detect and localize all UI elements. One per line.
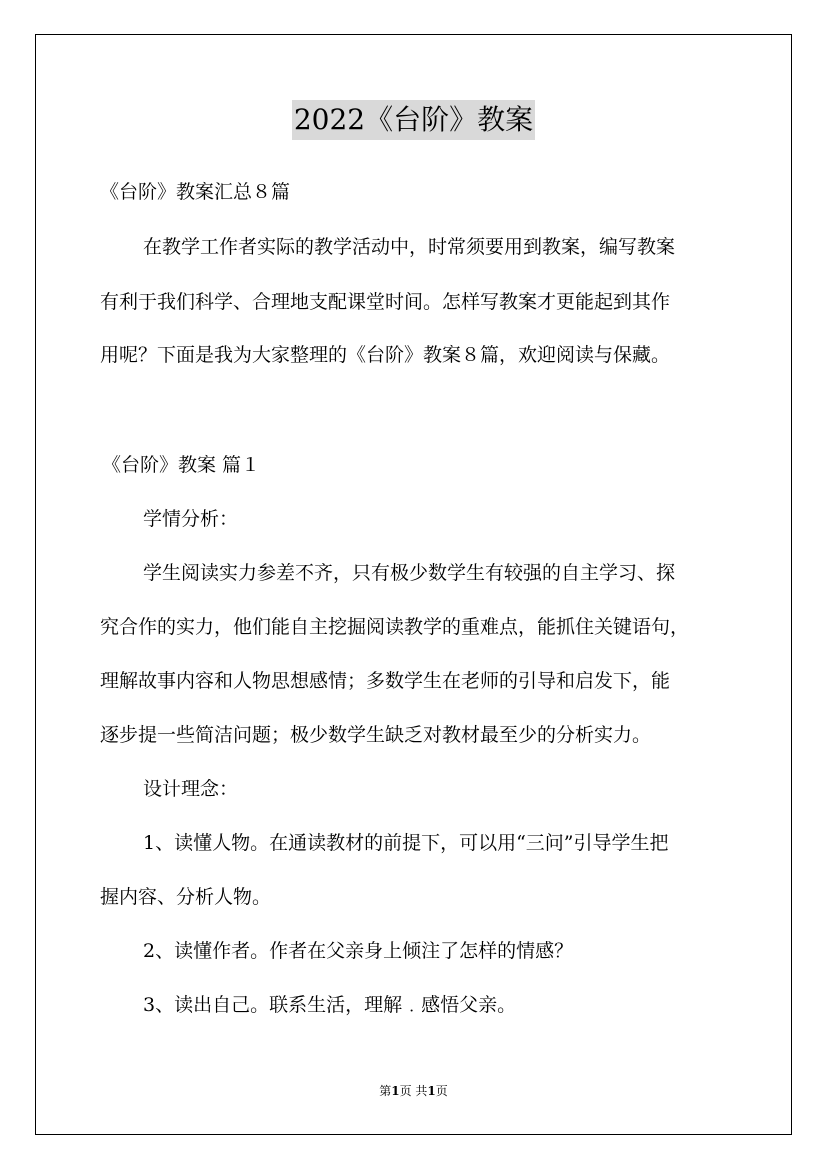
learning-analysis-line-2: 究合作的实力，他们能自主挖掘阅读教学的重难点，能抓住关键语句， [100, 616, 690, 638]
design-item-3: 3、读出自己。联系生活，理解﹒感悟父亲。 [143, 994, 517, 1016]
title-container [0, 100, 827, 140]
footer-page-number: 1 [391, 1084, 400, 1098]
learning-analysis-line-1: 学生阅读实力参差不齐，只有极少数学生有较强的自主学习、探 [143, 562, 676, 584]
intro-line-3: 用呢？下面是我为大家整理的《台阶》教案８篇，欢迎阅读与保藏。 [100, 344, 671, 366]
design-item-2: 2、读懂作者。作者在父亲身上倾注了怎样的情感？ [143, 940, 574, 962]
footer-page-suffix: 页 共 [399, 1084, 428, 1098]
design-label: 设计理念： [143, 778, 239, 800]
learning-analysis-line-4: 逐步提一些简洁问题；极少数学生缺乏对教材最至少的分析实力。 [100, 724, 652, 746]
design-item-1-line-1: 1、读懂人物。在通读教材的前提下，可以用“三问”引导学生把 [143, 832, 669, 854]
learning-analysis-label: 学情分析： [143, 508, 239, 530]
footer-total-suffix: 页 [435, 1084, 448, 1098]
learning-analysis-line-3: 理解故事内容和人物思想感情；多数学生在老师的引导和启发下，能 [100, 670, 671, 692]
intro-line-1: 在教学工作者实际的教学活动中，时常须要用到教案，编写教案 [143, 236, 676, 258]
intro-line-2: 有利于我们科学、合理地支配课堂时间。怎样写教案才更能起到其作 [100, 291, 671, 313]
footer-page-prefix: 第 [379, 1084, 392, 1098]
page-footer [0, 1082, 827, 1100]
design-item-1-line-2: 握内容、分析人物。 [100, 886, 272, 908]
footer-total-number: 1 [427, 1084, 436, 1098]
document-title: 2022《台阶》教案 [292, 100, 535, 140]
section-heading: 《台阶》教案 篇１ [102, 454, 261, 476]
summary-heading: 《台阶》教案汇总８篇 [100, 181, 291, 203]
